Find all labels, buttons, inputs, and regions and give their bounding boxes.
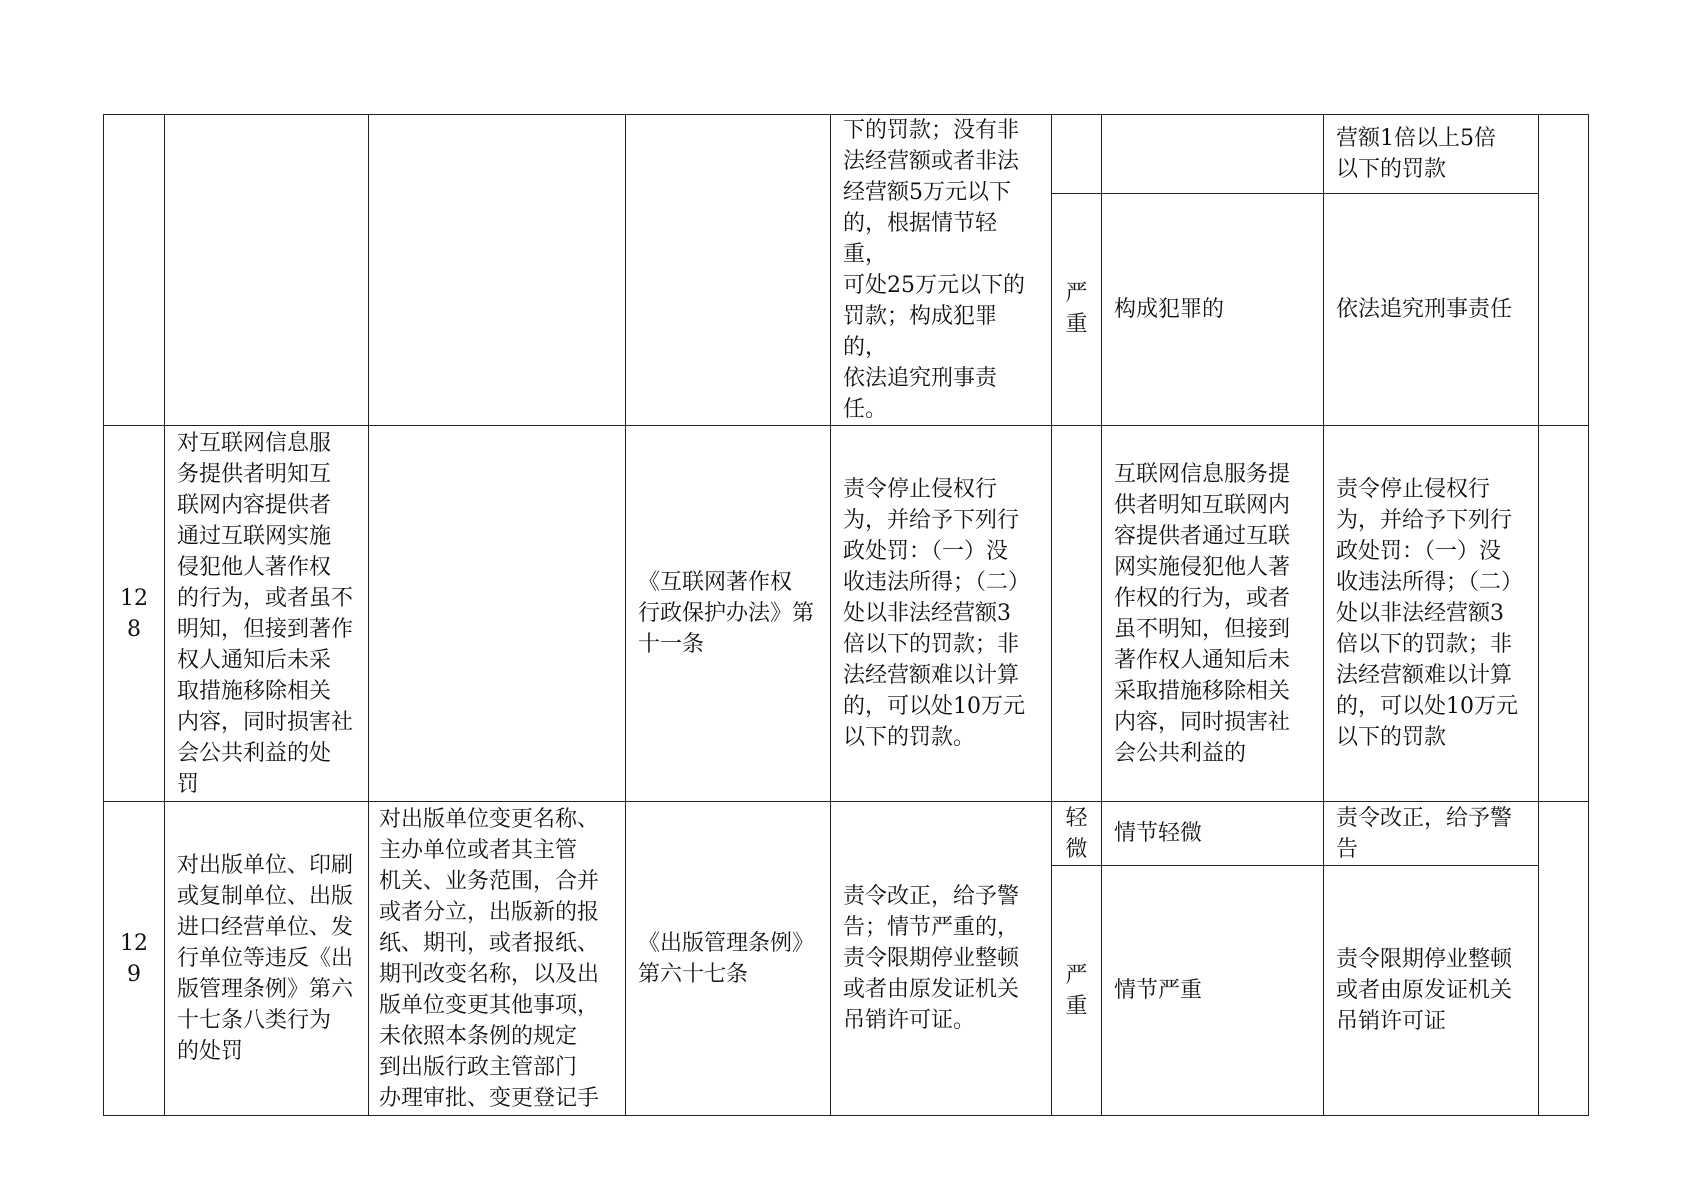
cell-violation: 对出版单位变更名称、 主办单位或者其主管 机关、业务范围，合并 或者分立，出版新的报 纸、期刊，或者报纸、 期刊改变名称，以及出 版单位变更其他事项， 未依照本条例的规定 到出版行政主管部门 办理审批、变更登记手 [369,802,626,1116]
cell-remark [1539,802,1589,1116]
cell-number: 129 [104,802,165,1116]
cell-number [104,115,165,426]
cell-item: 对互联网信息服 务提供者明知互 联网内容提供者 通过互联网实施 侵犯他人著作权 的行为，或者虽不 明知，但接到著作 权人通知后未采 取措施移除相关 内容，同时损害社 会公共利益的处 罚 [165,426,369,802]
cell-penalty: 责令停止侵权行 为，并给予下列行 政处罚：（一）没 收违法所得；（二） 处以非法经营额3 倍以下的罚款；非 法经营额难以计算 的，可以处10万元 以下的罚款。 [831,426,1052,802]
cell-penalty: 下的罚款；没有非 法经营额或者非法 经营额5万元以下 的，根据情节轻重， 可处25万元以下的 罚款；构成犯罪的， 依法追究刑事责 任。 [831,115,1052,426]
cell-violation [369,115,626,426]
cell-item [165,115,369,426]
cell-basis: 《出版管理条例》 第六十七条 [626,802,831,1116]
cell-standard: 依法追究刑事责任 [1324,193,1539,425]
cell-standard: 营额1倍以上5倍 以下的罚款 [1324,115,1539,194]
cell-circumstance: 情节严重 [1102,866,1324,1116]
table-row [104,426,1589,802]
cell-level [1052,426,1102,802]
cell-level: 严 重 [1052,193,1102,425]
cell-number: 128 [104,426,165,802]
cell-standard: 责令限期停业整顿 或者由原发证机关 吊销许可证 [1324,866,1539,1116]
cell-violation [369,426,626,802]
table-row [104,115,1589,194]
cell-standard: 责令改正，给予警 告 [1324,802,1539,866]
cell-circumstance: 情节轻微 [1102,802,1324,866]
cell-level: 严 重 [1052,866,1102,1116]
cell-circumstance: 互联网信息服务提 供者明知互联网内 容提供者通过互联 网实施侵犯他人著 作权的行为，或者 虽不明知，但接到 著作权人通知后未 采取措施移除相关 内容，同时损害社 会公共利益的 [1102,426,1324,802]
cell-circumstance [1102,115,1324,194]
cell-item: 对出版单位、印刷 或复制单位、出版 进口经营单位、发 行单位等违反《出 版管理条例》第六 十七条八类行为 的处罚 [165,802,369,1116]
cell-basis [626,115,831,426]
cell-circumstance: 构成犯罪的 [1102,193,1324,425]
cell-level [1052,115,1102,194]
cell-remark [1539,426,1589,802]
cell-remark [1539,115,1589,426]
table-row [104,802,1589,866]
cell-standard: 责令停止侵权行 为，并给予下列行 政处罚：（一）没 收违法所得；（二） 处以非法经营额3 倍以下的罚款；非 法经营额难以计算 的，可以处10万元 以下的罚款 [1324,426,1539,802]
cell-level: 轻 微 [1052,802,1102,866]
cell-basis: 《互联网著作权 行政保护办法》第 十一条 [626,426,831,802]
penalty-standards-table [103,114,1589,1116]
cell-penalty: 责令改正，给予警 告；情节严重的， 责令限期停业整顿 或者由原发证机关 吊销许可证。 [831,802,1052,1116]
